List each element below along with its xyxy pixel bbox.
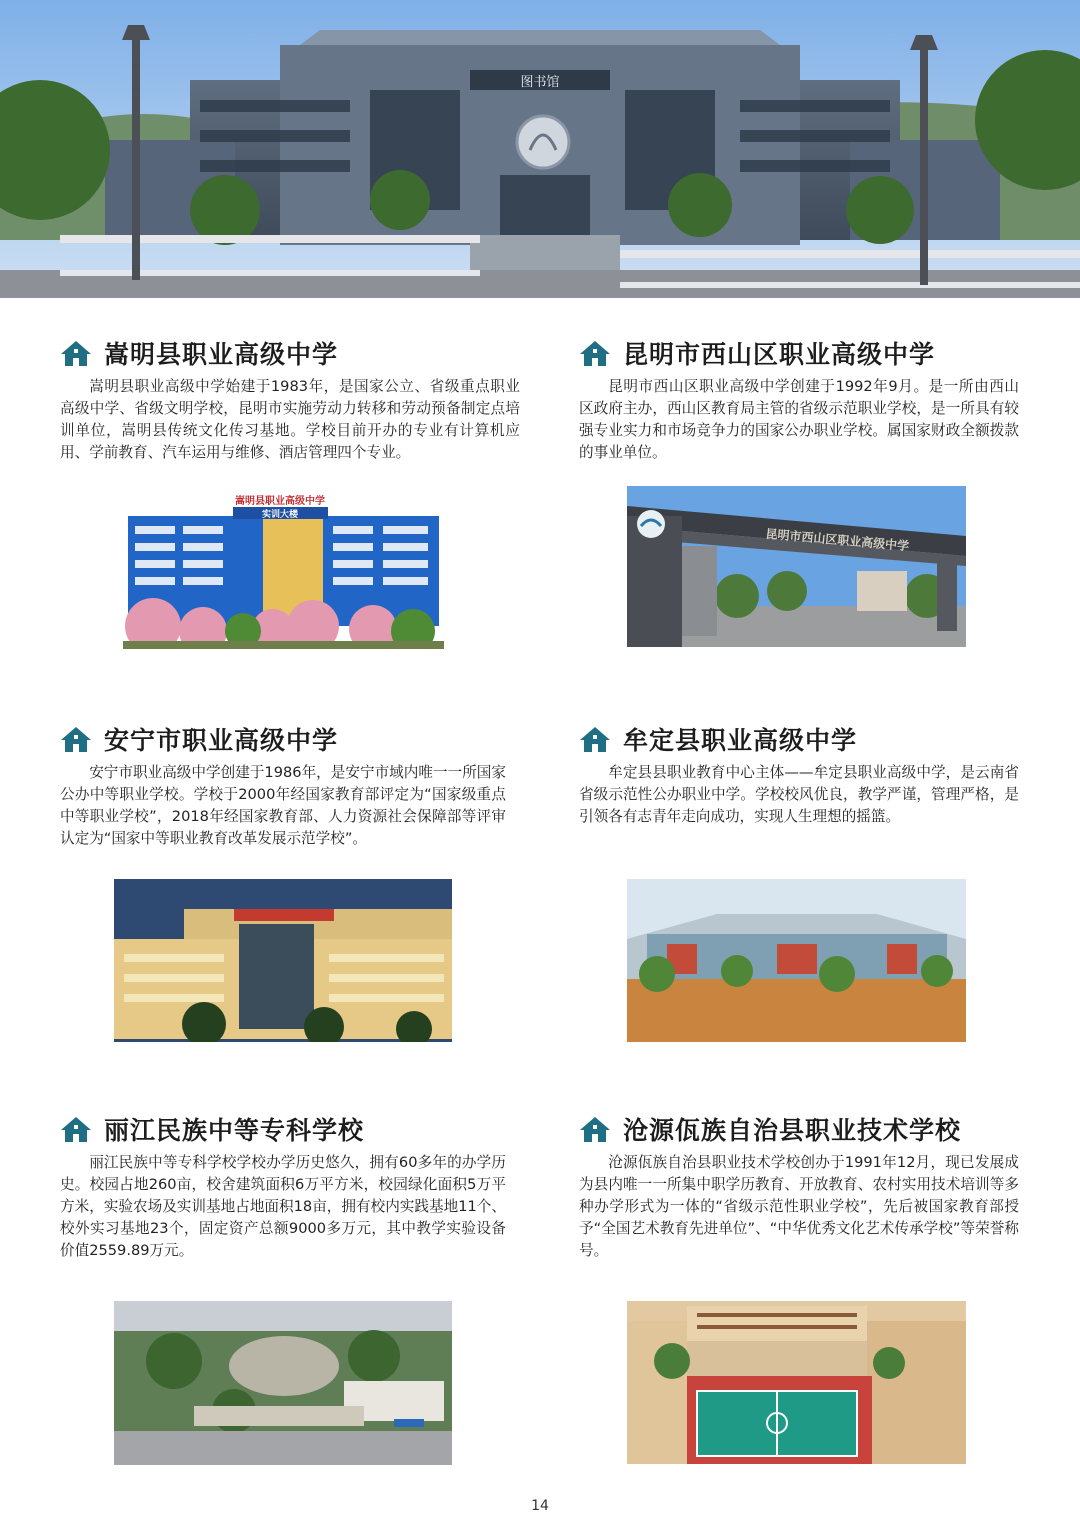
school-photo-cangyuan — [627, 1301, 966, 1464]
school-photo-lijiang — [114, 1301, 452, 1465]
school-photo-xishan — [627, 486, 966, 647]
school-name: 沧源佤族自治县职业技术学校 — [623, 1116, 962, 1145]
house-icon — [60, 1115, 92, 1143]
school-heading — [60, 1112, 506, 1146]
school-heading — [579, 1112, 1019, 1146]
school-description: 丽江民族中等专科学校学校办学历史悠久，拥有60多年的办学历史。校园占地260亩，校舍建筑面积6万平方米，校园绿化面积5万平方米，实验农场及实训基地占地面积18亩，拥有校内实践基地11个、校外实习基地23个，固定资产总额9000多万元，其中教学实验设备价值2559.89万元。 — [60, 1154, 506, 1259]
page-number: 14 — [531, 1498, 549, 1514]
school-name: 牟定县职业高级中学 — [623, 726, 858, 755]
school-block-xishan — [579, 336, 1019, 464]
school-photo-mouding — [627, 879, 966, 1042]
school-name: 丽江民族中等专科学校 — [104, 1116, 365, 1145]
school-block-lijiang — [60, 1112, 506, 1262]
school-description: 嵩明县职业高级中学始建于1983年，是国家公立、省级重点职业高级中学、省级文明学校，昆明市实施劳动力转移和劳动预备制定点培训单位，嵩明县传统文化传习基地。学校目前开办的专业有计算机应用、学前教育、汽车运用与维修、酒店管理四个专业。 — [60, 378, 520, 461]
school-name: 昆明市西山区职业高级中学 — [623, 340, 936, 369]
library-sign: 图书馆 — [520, 75, 560, 90]
school-block-anning — [60, 722, 506, 850]
school-description: 牟定县县职业教育中心主体——牟定县职业高级中学，是云南省省级示范性公办职业中学。学校校风优良，教学严谨，管理严格，是引领各有志青年走向成功，实现人生理想的摇篮。 — [579, 764, 1019, 825]
school-heading — [60, 336, 520, 370]
photo-sign-building: 实训大楼 — [261, 510, 299, 520]
school-heading — [60, 722, 506, 756]
school-description: 安宁市职业高级中学创建于1986年，是安宁市域内唯一一所国家公办中等职业学校。学校于2000年经国家教育部评定为“国家级重点中等职业学校”，2018年经国家教育部、人力资源社会保障部等评审认定为“国家中等职业教育改革发展示范学校”。 — [60, 764, 506, 847]
school-description: 昆明市西山区职业高级中学创建于1992年9月。是一所由西山区政府主办，西山区教育局主管的省级示范职业学校，是一所具有较强专业实力和市场竞争力的国家公办职业学校。属国家财政全额拨款的事业单位。 — [579, 378, 1019, 461]
house-icon — [579, 1115, 611, 1143]
house-icon — [60, 725, 92, 753]
school-block-cangyuan — [579, 1112, 1019, 1262]
school-photo-anning — [114, 879, 452, 1042]
school-block-songming — [60, 336, 520, 464]
house-icon — [60, 339, 92, 367]
house-icon — [579, 339, 611, 367]
house-icon — [579, 725, 611, 753]
school-name: 安宁市职业高级中学 — [104, 726, 339, 755]
hero-photo-library-building — [0, 0, 1080, 298]
photo-sign-gate: 昆明市西山区职业高级中学 — [765, 526, 910, 554]
photo-sign-school: 嵩明县职业高级中学 — [235, 496, 325, 507]
school-heading — [579, 336, 1019, 370]
school-description: 沧源佤族自治县职业技术学校创办于1991年12月，现已发展成为县内唯一一所集中职学历教育、开放教育、农村实用技术培训等多种办学形式为一体的“省级示范性职业学校”，先后被国家教育部授予“全国艺术教育先进单位”、“中华优秀文化艺术传承学校”等荣誉称号。 — [579, 1154, 1019, 1259]
school-heading — [579, 722, 1019, 756]
school-block-mouding — [579, 722, 1019, 828]
school-name: 嵩明县职业高级中学 — [104, 340, 339, 369]
school-photo-songming — [123, 491, 444, 649]
